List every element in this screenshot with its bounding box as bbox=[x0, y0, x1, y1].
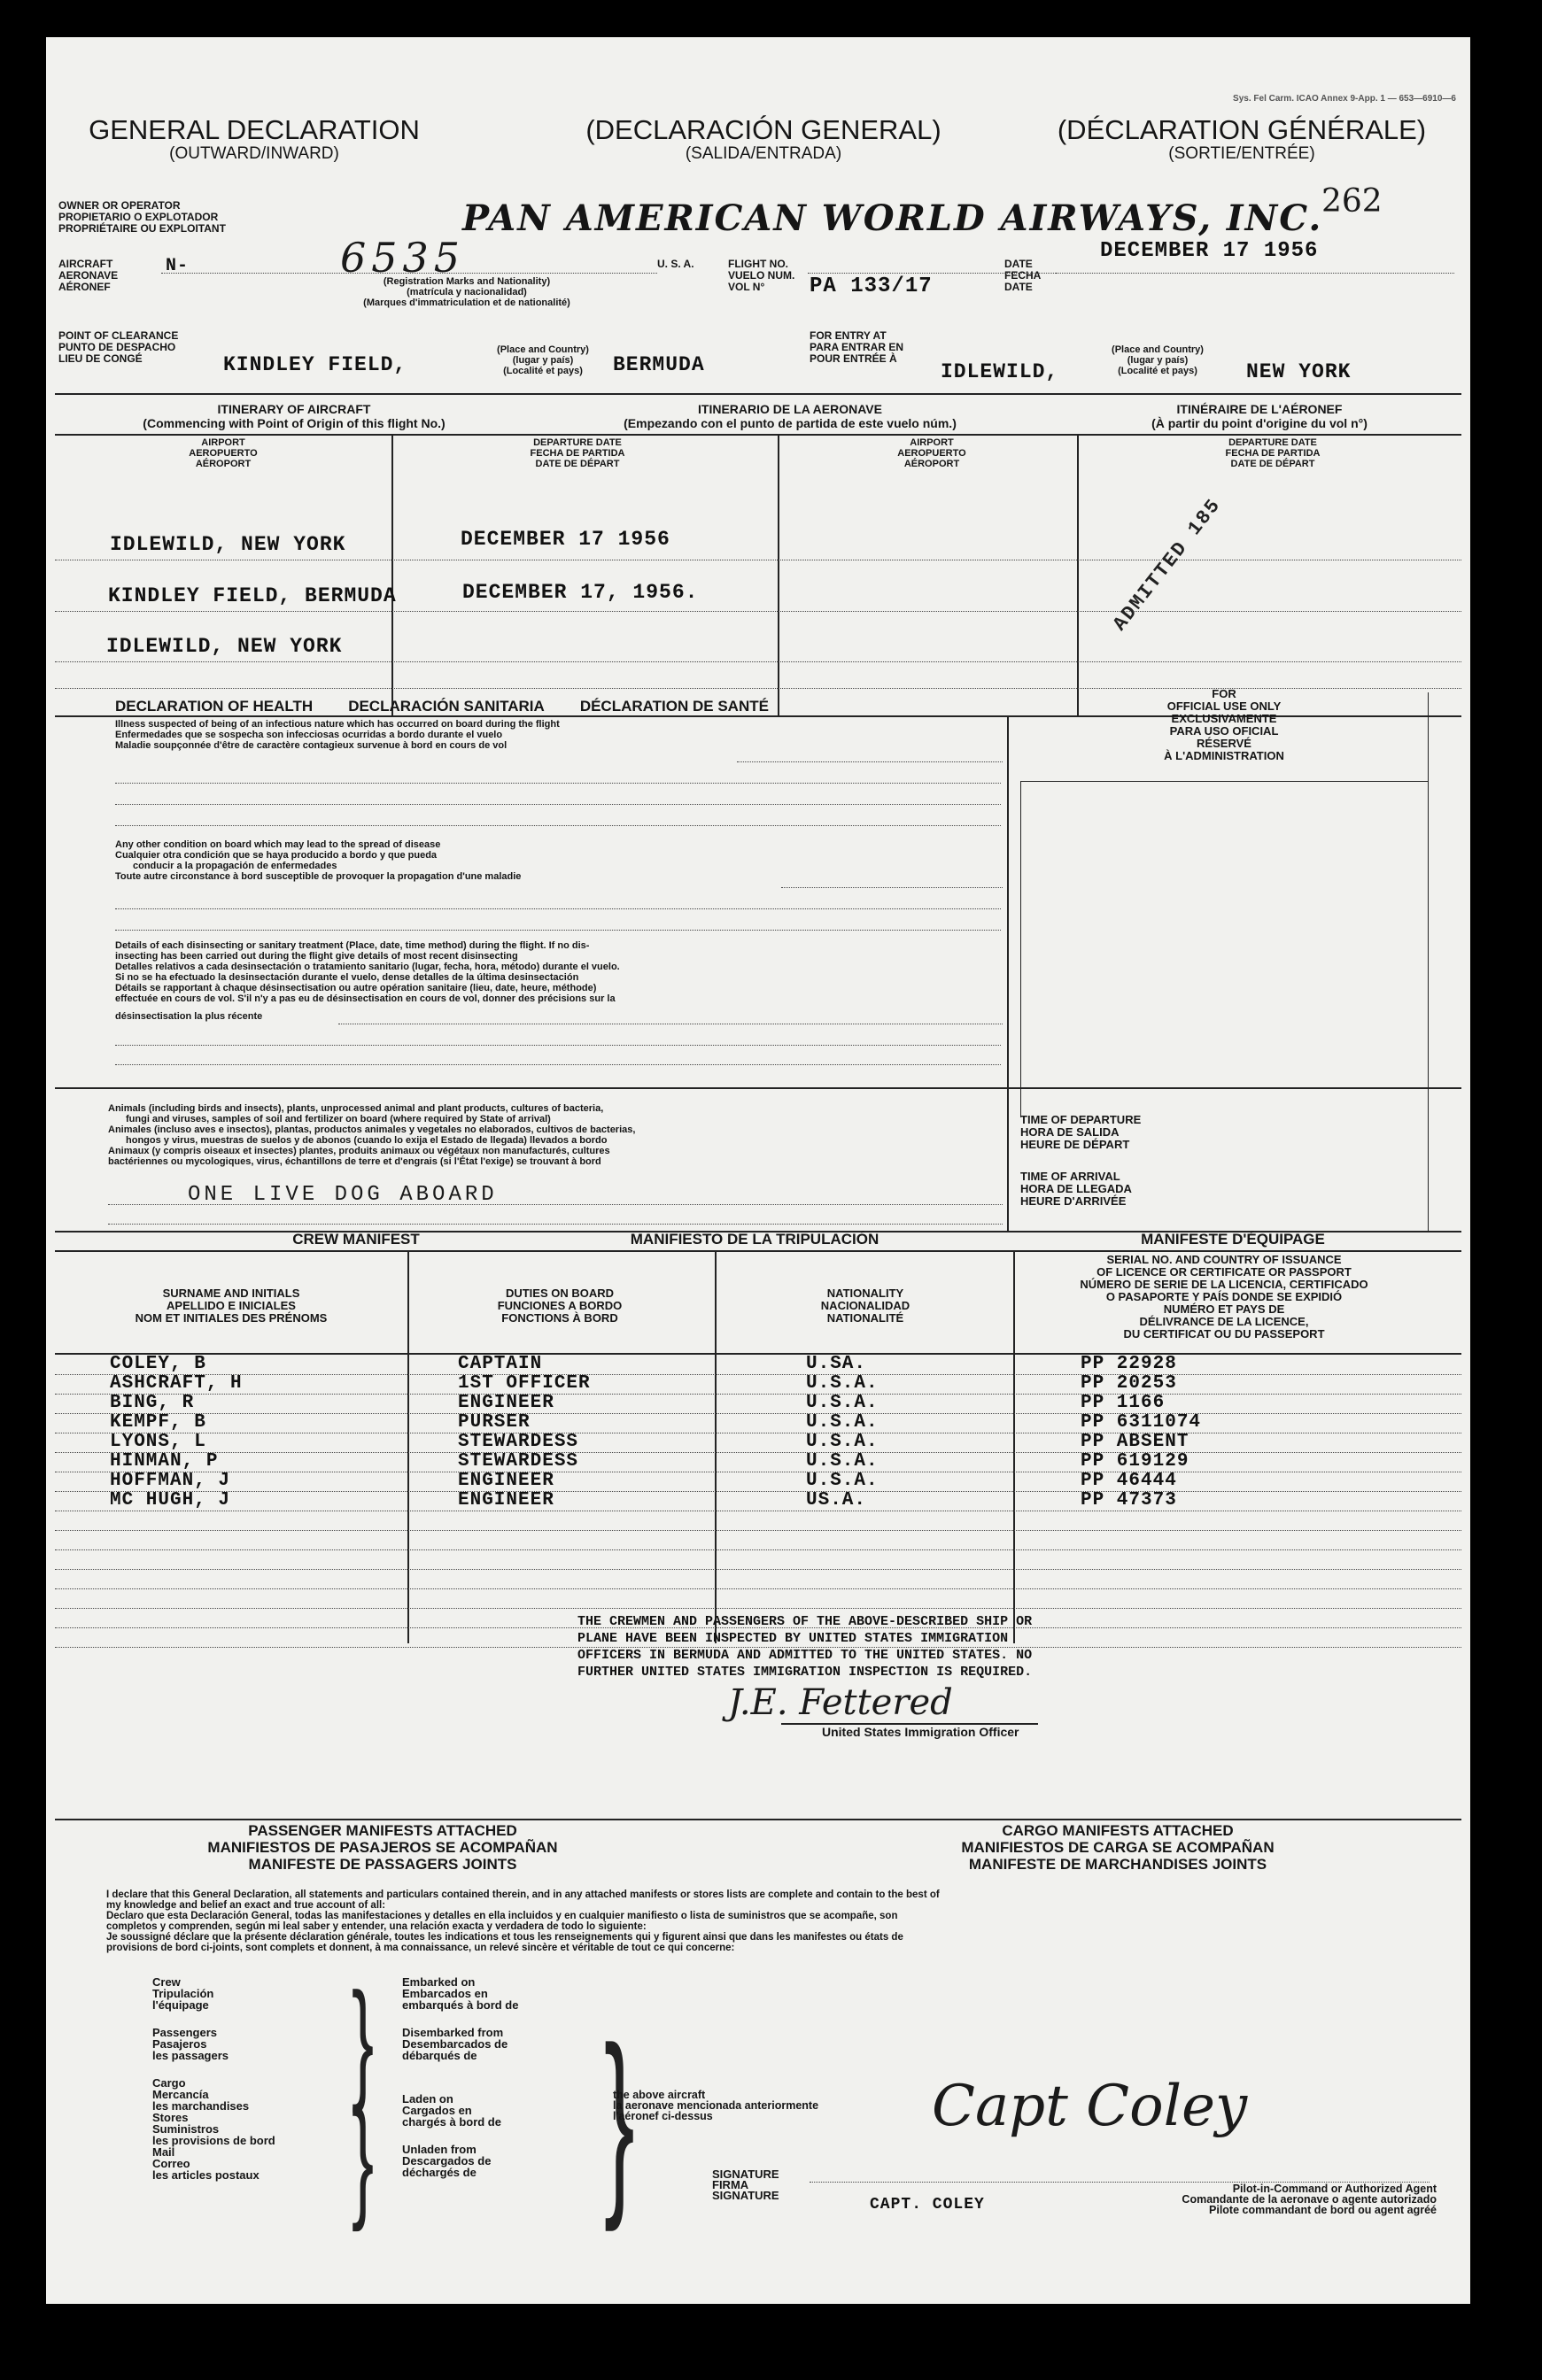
itinerary-row-1-airport: IDLEWILD, NEW YORK bbox=[110, 533, 346, 556]
crew-nationality: U.SA. bbox=[806, 1354, 867, 1374]
immigration-officer: United States Immigration Officer bbox=[822, 1725, 1019, 1739]
aircraft-label: AIRCRAFT AERONAVE AÉRONEF bbox=[58, 258, 119, 293]
itinerary-row-1-date: DECEMBER 17 1956 bbox=[461, 528, 670, 551]
operator-label: OWNER OR OPERATOR PROPIETARIO O EXPLOTADOR PROPRIÉTAIRE OU EXPLOITANT bbox=[58, 199, 226, 235]
crew-divider bbox=[715, 1250, 717, 1643]
animals-line bbox=[108, 1224, 1003, 1225]
itinerary-heading-es: ITINERARIO DE LA AERONAVE (Empezando con el punto de partida de este vuelo núm.) bbox=[624, 402, 957, 430]
crew-nationality: U.S.A. bbox=[806, 1451, 879, 1472]
crew-duty: ENGINEER bbox=[458, 1393, 554, 1413]
declaration-groups-left: Crew Tripulación l'équipage Passengers Pasajeros les passagers Cargo Mercancía les marchandises Stores Suministros les provisions de bord Mail Correo les articles postaux bbox=[152, 1975, 275, 2182]
crew-duty: ENGINEER bbox=[458, 1490, 554, 1511]
itinerary-heading-en: ITINERARY OF AIRCRAFT (Commencing with Point of Origin of this flight No.) bbox=[143, 402, 446, 430]
crew-col-licence: SERIAL NO. AND COUNTRY OF ISSUANCE OF LICENCE OR CERTIFICATE OR PASSPORT NÚMERO DE SERIE DE LA LICENCIA, CERTIFICADO O PASAPORTE Y PAÍS DONDE SE EXPIDIÓ NUMÉRO ET PAYS DE DÉLIVRANCE DE LA LICENCE, DU CERTIFICAT OU DU PASSEPORT bbox=[1080, 1253, 1368, 1341]
crew-row-line bbox=[55, 1491, 1461, 1492]
date-value: DECEMBER 17 1956 bbox=[1100, 239, 1319, 263]
crew-duty: STEWARDESS bbox=[458, 1451, 579, 1472]
official-box-left bbox=[1020, 781, 1021, 1117]
title-fr-block bbox=[1020, 115, 1463, 163]
rule bbox=[55, 1819, 1461, 1820]
form-reference: Sys. Fel Carm. ICAO Annex 9-App. 1 — 653—6910—6 bbox=[1233, 94, 1456, 104]
crew-licence: PP 6311074 bbox=[1081, 1412, 1202, 1433]
title-en: GENERAL DECLARATION bbox=[89, 114, 420, 145]
itin-row-line bbox=[55, 611, 1461, 612]
rule bbox=[55, 1353, 1461, 1355]
crew-name: KEMPF, B bbox=[110, 1412, 206, 1433]
subtitle-fr: (SORTIE/ENTRÉE) bbox=[1168, 144, 1315, 163]
rule bbox=[55, 393, 1461, 395]
health-q1: Illness suspected of being of an infectious nature which has occurred on board during the flight Enfermedades que se sospecha son infecciosas ocurridas a bordo durante el vuelo Maladie soupçonnée d'être de caractère contagieux survenue à bord en cours de vol bbox=[115, 719, 560, 751]
immigration-signature: J.E. Fettered bbox=[728, 1682, 953, 1723]
declaration-aircraft-ref: the above aircraft la aeronave mencionada anteriormente l'aéronef ci-dessus bbox=[613, 2089, 819, 2122]
subtitle-es: (SALIDA/ENTRADA) bbox=[685, 144, 842, 163]
flight-label: FLIGHT NO. VUELO NUM. VOL N° bbox=[728, 258, 795, 293]
date-line bbox=[1056, 273, 1454, 274]
times-box-right bbox=[1428, 1087, 1429, 1231]
crew-name: HOFFMAN, J bbox=[110, 1471, 231, 1491]
health-line bbox=[115, 930, 1001, 931]
crew-licence: PP 1166 bbox=[1081, 1393, 1166, 1413]
health-line bbox=[115, 1064, 1001, 1065]
pilot-caption: Pilot-in-Command or Authorized Agent Comandante de la aeronave o agente autorizado Pilote commandant de bord ou agent agréé bbox=[1182, 2183, 1437, 2216]
clearance-country: BERMUDA bbox=[613, 353, 705, 376]
declaration-brace: } bbox=[352, 2083, 375, 2232]
official-use: FOR OFFICIAL USE ONLY EXCLUSIVAMENTE PARA USO OFICIAL RÉSERVÉ À L'ADMINISTRATION bbox=[1164, 687, 1284, 762]
itin-divider bbox=[391, 434, 393, 717]
entry-caption: (Place and Country) (lugar y país) (Localité et pays) bbox=[1112, 344, 1204, 376]
crew-licence: PP 619129 bbox=[1081, 1451, 1189, 1472]
crew-name: ASHCRAFT, H bbox=[110, 1373, 243, 1394]
crew-row-line bbox=[55, 1394, 1461, 1395]
crew-duty: ENGINEER bbox=[458, 1471, 554, 1491]
crew-row-line bbox=[55, 1569, 1461, 1570]
page-number: 262 bbox=[1321, 183, 1383, 220]
entry-place: IDLEWILD, bbox=[941, 360, 1059, 383]
health-line bbox=[781, 887, 1003, 888]
crew-nationality: U.S.A. bbox=[806, 1373, 879, 1394]
clearance-place: KINDLEY FIELD, bbox=[223, 353, 407, 376]
animals-line bbox=[108, 1204, 1003, 1205]
health-line bbox=[115, 825, 1001, 826]
crew-col-name: SURNAME AND INITIALS APELLIDO E INICIALES NOM ET INITIALES DES PRÉNOMS bbox=[135, 1287, 328, 1325]
title-es-block bbox=[542, 115, 985, 163]
crew-duty: 1ST OFFICER bbox=[458, 1373, 591, 1394]
crew-licence: PP 46444 bbox=[1081, 1471, 1177, 1491]
crew-duty: CAPTAIN bbox=[458, 1354, 543, 1374]
health-line bbox=[115, 908, 1001, 909]
crew-name: COLEY, B bbox=[110, 1354, 206, 1374]
health-line bbox=[115, 804, 1001, 805]
subtitle-en: (OUTWARD/INWARD) bbox=[169, 144, 339, 163]
itinerary-row-2-airport: KINDLEY FIELD, BERMUDA bbox=[108, 584, 397, 607]
crew-row-line bbox=[55, 1588, 1461, 1589]
crew-licence: PP 20253 bbox=[1081, 1373, 1177, 1394]
crew-row-line bbox=[55, 1413, 1461, 1414]
clearance-caption: (Place and Country) (lugar y país) (Localité et pays) bbox=[497, 344, 589, 376]
title-en-block bbox=[46, 115, 462, 163]
times-divider bbox=[1007, 1087, 1009, 1231]
declaration-text: I declare that this General Declaration, all statements and particulars contained therein, and in any attached manifests or stores lists are complete and contain to the best of my knowledge and belief an exact and true account of all: Declaro que esta Declaración General, todas las manifestaciones y detalles en ella incluidos y en cualquier manifiesto o lista de suministros que se acompañe, son completos y comprenden, según mi leal saber y entender, una relación exacta y verdadera de todo lo siguiente: Je soussigné déclare que la présente déclaration générale, toutes les indications et tous les renseignements qui y figurent ainsi que dans les manifestes ou états de provisions de bord ci-joints, sont complets et donnent, à ma connaissance, un relevé sincère et véritable de tout ce qui concerne: bbox=[106, 1889, 940, 1953]
rule bbox=[55, 434, 1461, 436]
declaration-groups-mid: Embarked on Embarcados en embarqués à bord de Disembarked from Desembarcados de débarqués de Laden on Cargados en chargés à bord de Unladen from Descargados de déchargés de bbox=[402, 1975, 519, 2179]
itin-row-line bbox=[55, 661, 1461, 662]
animals-value: ONE LIVE DOG ABOARD bbox=[188, 1183, 498, 1207]
rule bbox=[55, 1087, 1461, 1089]
itinerary-row-3-airport: IDLEWILD, NEW YORK bbox=[106, 635, 343, 658]
passenger-manifests: PASSENGER MANIFESTS ATTACHED MANIFIESTOS DE PASAJEROS SE ACOMPAÑAN MANIFESTE DE PASSAGERS JOINTS bbox=[207, 1822, 558, 1873]
flight-value: PA 133/17 bbox=[810, 274, 933, 298]
crew-row-line bbox=[55, 1452, 1461, 1453]
aircraft-prefix: N- bbox=[166, 256, 190, 276]
crew-col-duty: DUTIES ON BOARD FUNCIONES A BORDO FONCTIONS À BORD bbox=[497, 1287, 623, 1325]
crew-licence: PP 47373 bbox=[1081, 1490, 1177, 1511]
health-q1-line bbox=[737, 761, 1003, 762]
crew-name: BING, R bbox=[110, 1393, 195, 1413]
crew-divider bbox=[407, 1250, 409, 1643]
crew-nationality: US.A. bbox=[806, 1490, 867, 1511]
itin-divider bbox=[1077, 434, 1079, 717]
general-declaration-form: Sys. Fel Carm. ICAO Annex 9-App. 1 — 653—6910—6 GENERAL DECLARATION (OUTWARD/INWARD) (DECLARACIÓN GENERAL) (SALIDA/ENTRADA) (DÉCLARATION GÉNÉRALE) (SORTIE/ENTRÉE) 262 OWNER OR OPERATOR PROPIETARIO O EXPLOTADOR PROPRIÉTAIRE OU EXPLOITANT PAN AMERICAN WORLD AIRWAYS, INC. AIRCRAFT AERONAVE AÉRONEF N- 6535 U. S. A. (Registration Marks and Nationality) (matrícula y nacionalidad) (Marques d'immatriculation et de nationalité) FLIGHT NO. VUELO NUM. VOL N° PA 133/17 DATE FECHA DATE DECEMBER 17 1956 POINT OF CLEARANCE PUNTO DE DESPACHO LIEU DE CONGÉ KINDLEY FIELD, (Place and Country) (lugar y país) (Localité et pays) BERMUDA FOR ENTRY AT PARA ENTRAR EN POUR ENTRÉE À IDLEWILD, (Place and Country) (lugar y país) (Localité et pays) NEW YORK ITINERARY OF AIRCRAFT (Commencing with Point of Origin of this flight No.) ITINERARIO DE LA AERONAVE (Empezando con el punto de partida de este vuelo núm.) ITINÉRAIRE DE L'AÉRONEF (À partir du point d'origine du vol n°) AIRPORT AEROPUERTO AÉROPORT DEPARTURE DATE FECHA DE PARTIDA DATE DE DÉPART AIRPORT AEROPUERTO AÉROPORT DEPARTURE DATE FECHA DE PARTIDA DATE DE DÉPART IDLEWILD, NEW YORK DECEMBER 17 1956 KINDLEY FIELD, BERMUDA DECEMBER 17, 1956. IDLEWILD, NEW YORK ADMITTED 185 DECLARATION OF HEALTH DECLARACIÓN SANITARIA DÉCLARATION DE SANTÉ Illness suspected of being of an infectious nature which has occurred on board during the flight Enfermedades que se sospecha son infecciosas ocurridas a bordo durante el vuelo Maladie soupçonnée d'être de caractère contagieux survenue à bord en cours de vol Any other condition on board which may lead to the spread of disease Cualquier otra condición que se haya producido a bordo y que pueda conducir a la propagación de enfermedades Toute autre circonstance à bord susceptible de provoquer la propagation d'une maladie Details of each disinsecting or sanitary treatment (Place, date, time method) during the flight. If no dis- insecting has been carried out during the flight give details of most recent disinsecting Detalles relativos a cada desinsectación o tratamiento sanitario (lugar, fecha, hora, método) durante el vuelo. Si no se ha efectuado la desinsectación durante el vuelo, dense detalles de la última desinsectación Détails se rapportant à chaque désinsectisation ou autre opération sanitaire (lieu, date, heure, méthode) effectuée en cours de vol. S'il n'y a pas eu de désinsectisation en cours de vol, donner des précisions sur la désinsectisation la plus récente FOR OFFICIAL USE ONLY EXCLUSIVAMENTE PARA USO OFICIAL RÉSERVÉ À L'ADMINISTRATION Animals (including birds and insects), plants, unprocessed animal and plant products, cultures of bacteria, fungi and viruses, samples of soil and fertilizer on board (where required by State of arrival) Animales (incluso aves e insectos), plantas, productos animales y vegetales no elaborados, cultivos de bacterias, hongos y virus, muestras de suelos y de abonos (cuando lo exija el Estado de llegada) llevados a bordo Animaux (y compris oiseaux et insectes) plantes, produits animaux ou végétaux non manufacturés, cultures bactériennes ou mycologiques, virus, échantillons de terre et d'engrais (si l'État l'exige) se trouvant à bord ONE LIVE DOG ABOARD TIME OF DEPARTURE HORA DE SALIDA HEURE DE DÉPART TIME OF ARRIVAL HORA DE LLEGADA HEURE D'ARRIVÉE CREW MANIFEST MANIFIESTO DE LA TRIPULACIÓN MANIFESTE D'ÉQUIPAGE SURNAME AND INITIALS APELLIDO E INICIALES NOM ET INITIALES DES PRÉNOMS DUTIES ON BOARD FUNCIONES A BORDO FONCTIONS À BORD NATIONALITY NACIONALIDAD NATIONALITÉ SERIAL NO. AND COUNTRY OF ISSUANCE OF LICENCE OR CERTIFICATE OR PASSPORT NÚMERO DE SERIE DE LA LICENCIA, CERTIFICADO O PASAPORTE Y PAÍS DONDE SE EXPIDIÓ NUMÉRO ET PAYS DE DÉLIVRANCE DE LA LICENCE, DU CERTIFICAT OU DU PASSEPORT COLEY, B CAPTAIN U.SA. PP 22928 ASHCRAFT, H 1ST OFFICER U.S.A. PP 20253 BING, R ENGINEER U.S.A. PP 1166 KEMPF, B PURSER U.S.A. PP 6311074 LYONS, L STEWARDESS U.S.A. PP ABSENT HINMAN, P STEWARDESS U.S.A. PP 619129 HOFFMAN, J ENGINEER U.S.A. PP 46444 MC HUGH, J ENGINEER US.A. PP 47373 THE CREWMEN AND PASSENGERS OF THE ABOVE-DESCRIBED SHIP OR PLANE HAVE BEEN INSPECTED BY UNITED STATES IMMIGRATION OFFICERS IN BERMUDA AND ADMITTED TO THE UNITED STATES. NO FURTHER UNITED STATES IMMIGRATION INSPECTION IS REQUIRED. J.E. Fettered United States Immigration Officer PASSENGER MANIFESTS ATTACHED MANIFIESTOS DE PASAJEROS SE ACOMPAÑAN MANIFESTE DE PASSAGERS JOINTS CARGO MANIFESTS ATTACHED MANIFIESTOS DE CARGA SE ACOMPAÑAN MANIFESTE DE MARCHANDISES JOINTS I declare that this General Declaration, all statements and particulars contained therein, and in any attached manifests or stores lists are complete and contain to the best of my knowledge and belief an exact and true account of all: Declaro que esta Declaración General, todas las manifestaciones y detalles en ella incluidos y en cualquier manifiesto o lista de suministros que se acompañe, son completos y comprenden, según mi leal saber y entender, una relación exacta y verdadera de todo lo siguiente: Je soussigné déclare que la présente déclaration générale, toutes les indications et tous les renseignements qui y figurent ainsi que dans les manifestes ou états de provisions de bord ci-joints, sont complets et donnent, à ma connaissance, un relevé sincère et véritable de tout ce qui concerne: Crew Tripulación l'équipage Passengers Pasajeros les passagers Cargo Mercancía les marchandises Stores Suministros les provisions de bord Mail Correo les articles postaux } } Embarked on Embarcados en embarqués à bord de Disembarked from Desembarcados de débarqués de Laden on Cargados en chargés à bord de Unladen from Descargados de déchargés de } the above aircraft la aeronave mencionada anteriormente l'aéronef ci-dessus Capt Coley SIGNATURE FIRMA SIGNATURE CAPT. COLEY Pilot-in-Command or Authorized Agent Comandante de la aeronave o agente autorizado Pilote commandant de bord ou agent agréé bbox=[46, 37, 1470, 2304]
crew-nationality: U.S.A. bbox=[806, 1471, 879, 1491]
date-label: DATE FECHA DATE bbox=[1004, 258, 1042, 293]
official-box-right bbox=[1428, 692, 1429, 1117]
cargo-manifests: CARGO MANIFESTS ATTACHED MANIFIESTOS DE CARGA SE ACOMPAÑAN MANIFESTE DE MARCHANDISES JOINTS bbox=[961, 1822, 1275, 1873]
health-line bbox=[115, 783, 1001, 784]
title-fr: (DÉCLARATION GÉNÉRALE) bbox=[1057, 114, 1427, 145]
signature-label: SIGNATURE FIRMA SIGNATURE bbox=[712, 2168, 779, 2202]
crew-duty: PURSER bbox=[458, 1412, 531, 1433]
crew-licence: PP 22928 bbox=[1081, 1354, 1177, 1374]
aircraft-nationality: U. S. A. bbox=[657, 258, 694, 270]
entry-country: NEW YORK bbox=[1246, 360, 1352, 383]
immigration-stamp: THE CREWMEN AND PASSENGERS OF THE ABOVE-DESCRIBED SHIP OR PLANE HAVE BEEN INSPECTED BY UNITED STATES IMMIGRATION OFFICERS IN BERMUDA AND ADMITTED TO THE UNITED STATES. NO FURTHER UNITED STATES IMMIGRATION INSPECTION IS REQUIRED. J.E. Fettered United States Immigration Officer bbox=[577, 1613, 1233, 1681]
health-q2: Any other condition on board which may lead to the spread of disease Cualquier otra condición que se haya producido a bordo y que pueda conducir a la propagación de enfermedades Toute autre circonstance à bord susceptible de provoquer la propagation d'une maladie bbox=[115, 839, 522, 882]
rule bbox=[55, 1250, 1461, 1252]
official-box-top bbox=[1020, 781, 1428, 782]
declaration-brace: } bbox=[352, 1965, 375, 2113]
crew-divider bbox=[1013, 1250, 1015, 1643]
entry-label: FOR ENTRY AT PARA ENTRAR EN POUR ENTRÉE À bbox=[810, 329, 904, 365]
crew-row-line bbox=[55, 1549, 1461, 1550]
crew-nationality: U.S.A. bbox=[806, 1393, 879, 1413]
itinerary-col-date-1: DEPARTURE DATE FECHA DE PARTIDA DATE DE DÉPART bbox=[530, 437, 625, 469]
itinerary-col-airport-2: AIRPORT AEROPUERTO AÉROPORT bbox=[897, 437, 966, 469]
aircraft-line bbox=[161, 273, 657, 274]
operator-value: PAN AMERICAN WORLD AIRWAYS, INC. bbox=[462, 197, 1323, 239]
official-divider bbox=[1007, 715, 1009, 1121]
health-q3: Details of each disinsecting or sanitary treatment (Place, date, time method) during the flight. If no dis- insecting has been carried out during the flight give details of most recent disinsecting Detalles relativos a cada desinsectación o tratamiento sanitario (lugar, fecha, hora, método) durante el vuelo. Si no se ha efectuado la desinsectación durante el vuelo, dense detalles de la última desinsectación Détails se rapportant à chaque désinsectisation ou autre opération sanitaire (lieu, date, heure, méthode) effectuée en cours de vol. S'il n'y a pas eu de désinsectisation en cours de vol, donner des précisions sur la désinsectisation la plus récente bbox=[115, 940, 620, 1022]
crew-row-line bbox=[55, 1530, 1461, 1531]
crew-name: LYONS, L bbox=[110, 1432, 206, 1452]
crew-nationality: U.S.A. bbox=[806, 1412, 879, 1433]
health-line bbox=[115, 1045, 1001, 1046]
crew-row-line bbox=[55, 1608, 1461, 1609]
crew-name: MC HUGH, J bbox=[110, 1490, 231, 1511]
crew-nationality: U.S.A. bbox=[806, 1432, 879, 1452]
crew-col-nationality: NATIONALITY NACIONALIDAD NATIONALITÉ bbox=[820, 1287, 910, 1325]
captain-signature: Capt Coley bbox=[932, 2074, 1248, 2139]
aircraft-number: 6535 bbox=[340, 234, 466, 282]
declaration-brace: } bbox=[604, 2005, 635, 2232]
crew-row-line bbox=[55, 1374, 1461, 1375]
crew-licence: PP ABSENT bbox=[1081, 1432, 1189, 1452]
crew-name: HINMAN, P bbox=[110, 1451, 219, 1472]
time-of-departure: TIME OF DEPARTURE HORA DE SALIDA HEURE DE DÉPART bbox=[1020, 1113, 1142, 1151]
clearance-label: POINT OF CLEARANCE PUNTO DE DESPACHO LIEU DE CONGÉ bbox=[58, 329, 179, 365]
signature-typed: CAPT. COLEY bbox=[870, 2196, 985, 2214]
itinerary-col-airport-1: AIRPORT AEROPUERTO AÉROPORT bbox=[189, 437, 258, 469]
itin-divider bbox=[778, 434, 779, 717]
itinerary-col-date-2: DEPARTURE DATE FECHA DE PARTIDA DATE DE DÉPART bbox=[1225, 437, 1321, 469]
time-of-arrival: TIME OF ARRIVAL HORA DE LLEGADA HEURE D'ARRIVÉE bbox=[1020, 1170, 1132, 1208]
itinerary-row-2-date: DECEMBER 17, 1956. bbox=[462, 581, 699, 604]
crew-duty: STEWARDESS bbox=[458, 1432, 579, 1452]
itinerary-heading-fr: ITINÉRAIRE DE L'AÉRONEF (À partir du point d'origine du vol n°) bbox=[1151, 402, 1368, 430]
registration-caption: (Registration Marks and Nationality) (matrícula y nacionalidad) (Marques d'immatriculation et de nationalité) bbox=[363, 276, 570, 308]
health-heading: DECLARATION OF HEALTH DECLARACIÓN SANITARIA DÉCLARATION DE SANTÉ bbox=[115, 698, 769, 715]
admitted-stamp: ADMITTED 185 bbox=[1109, 494, 1227, 636]
animals-text: Animals (including birds and insects), plants, unprocessed animal and plant products, cultures of bacteria, fungi and viruses, samples of soil and fertilizer on board (where required by State of arrival) Animales (incluso aves e insectos), plantas, productos animales y vegetales no elaborados, cultivos de bacterias, hongos y virus, muestras de suelos y de abonos (cuando lo exija el Estado de llegada) llevados a bordo Animaux (y compris oiseaux et insectes) plantes, produits animaux ou végétaux non manufacturés, cultures bactériennes ou mycologiques, virus, échantillons de terre et d'engrais (si l'État l'exige) se trouvant à bord bbox=[108, 1103, 636, 1167]
title-es: (DECLARACIÓN GENERAL) bbox=[585, 114, 941, 145]
